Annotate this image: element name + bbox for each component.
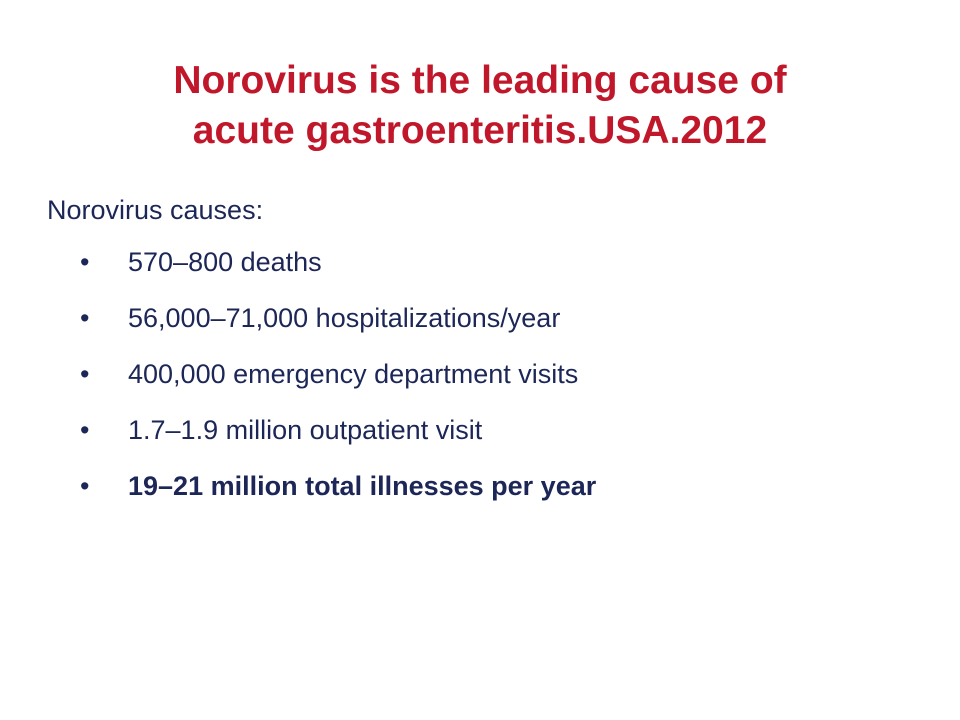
slide-title (40, 56, 920, 156)
list-item-text: 400,000 emergency department visits (128, 359, 579, 389)
list-item (0, 300, 960, 356)
list-item (0, 412, 960, 468)
bullet-icon: • (80, 415, 90, 445)
slide-title-line-2: acute gastroenteritis.USA.2012 (192, 109, 768, 152)
bullet-icon: • (80, 303, 90, 333)
list-item (0, 244, 960, 300)
list-item-text: 56,000–71,000 hospitalizations/year (128, 303, 561, 333)
list-item-highlight (0, 468, 960, 524)
list-item-text: 1.7–1.9 million outpatient visit (128, 415, 483, 445)
bullet-list (0, 244, 960, 524)
bullet-icon: • (80, 247, 90, 277)
list-item-text: 570–800 deaths (128, 247, 322, 277)
slide-title-line-1: Norovirus is the leading cause of (173, 59, 787, 102)
bullet-icon: • (80, 359, 90, 389)
bullet-icon: • (80, 471, 90, 501)
intro-text: Norovirus causes: (47, 195, 264, 225)
list-item-text: 19–21 million total illnesses per year (128, 471, 597, 501)
list-item (0, 356, 960, 412)
